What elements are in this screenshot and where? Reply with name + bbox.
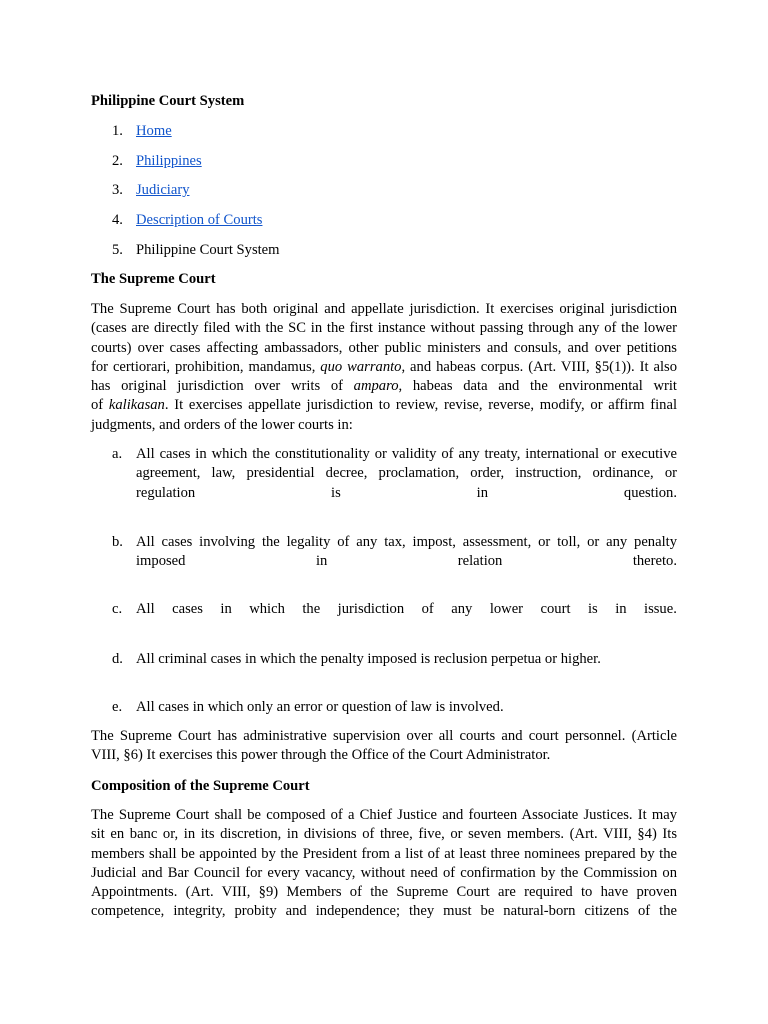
list-item-text — [136, 600, 677, 619]
text-line: Judicial and Bar Council for every vacancy, without need of confirmation by the Commission on — [91, 864, 677, 881]
page-title: Philippine Court System — [91, 93, 245, 109]
list-item-text — [136, 533, 677, 572]
word: in — [315, 553, 328, 570]
word: relation — [457, 553, 503, 570]
text-line — [136, 484, 677, 503]
text-line: agreement, law, presidential decree, proclamation, order, instruction, ordinance, or — [136, 465, 677, 482]
text-line: The Supreme Court has administrative supervision over all courts and court personnel. (Article — [91, 728, 677, 744]
text-span: . It exercises appellate jurisdiction to review, revise, reverse, modify, or affirm final — [164, 397, 677, 414]
text-span: for certiorari, prohibition, mandamus, — [91, 358, 321, 375]
breadcrumb-item-home — [91, 122, 280, 152]
breadcrumb-link-home[interactable]: Home — [136, 123, 172, 139]
list-letter: d. — [112, 651, 123, 667]
text-span: , habeas data and the environmental writ — [398, 378, 677, 395]
text-line — [136, 552, 677, 571]
breadcrumb-link-judiciary[interactable]: Judiciary — [136, 182, 190, 199]
list-item-text — [136, 445, 677, 503]
breadcrumb-number: 1. — [112, 123, 123, 139]
list-letter: c. — [112, 601, 123, 617]
word: any — [451, 601, 473, 617]
list-letter: b. — [112, 534, 123, 550]
italic-term: kalikasan — [108, 397, 165, 414]
breadcrumb-item-judiciary — [91, 181, 280, 211]
text-line: All criminal cases in which the penalty imposed is reclusion perpetua or higher. — [136, 651, 601, 667]
breadcrumb-current-label: Philippine Court System — [136, 241, 280, 258]
text-line: VIII, §6) It exercises this power through the Office of the Court Administrator. — [91, 747, 551, 764]
text-span: has original jurisdiction over writs of — [91, 378, 354, 395]
word: in — [615, 601, 627, 617]
italic-term: quo warranto — [320, 358, 402, 375]
composition-paragraph — [91, 806, 677, 922]
word: lower — [489, 601, 524, 617]
text-line — [91, 358, 677, 377]
text-line — [136, 600, 677, 619]
text-line: competence, integrity, probity and independence; they must be natural-born citizens of the — [91, 903, 677, 920]
supervision-paragraph — [91, 727, 677, 766]
list-item — [91, 600, 677, 619]
word: court — [540, 601, 571, 617]
word: is — [587, 601, 598, 617]
word: the — [302, 601, 321, 617]
word: cases — [172, 601, 203, 617]
list-item — [91, 533, 677, 572]
text-line: Appointments. (Art. VIII, §9) Members of the Supreme Court are required to have proven — [91, 884, 677, 901]
list-letter: e. — [112, 699, 123, 715]
breadcrumb-number: 2. — [112, 152, 123, 169]
word: issue. — [644, 601, 677, 617]
word: is — [331, 484, 341, 501]
text-line: judgments, and orders of the lower courts in: — [91, 416, 353, 433]
breadcrumb-link-philippines[interactable]: Philippines — [136, 152, 202, 169]
text-line: The Supreme Court has both original and appellate jurisdiction. It exercises original jurisdiction — [91, 301, 677, 317]
text-line: All cases involving the legality of any tax, impost, assessment, or toll, or any penalty — [136, 534, 677, 550]
word: jurisdiction — [337, 601, 405, 617]
word: in — [220, 601, 232, 617]
breadcrumb-item-description-of-courts — [91, 211, 280, 241]
breadcrumb-number: 3. — [112, 182, 123, 199]
text-line — [91, 396, 677, 415]
supreme-court-intro — [91, 300, 677, 435]
breadcrumb — [91, 122, 280, 270]
list-item-text — [136, 698, 677, 717]
breadcrumb-number: 5. — [112, 241, 123, 258]
text-line: (cases are directly filed with the SC in the first instance without passing through any of the lower — [91, 320, 677, 337]
text-line: courts) over cases affecting ambassadors, other public ministers and consuls, and over petitions — [91, 339, 677, 356]
list-item — [91, 650, 677, 669]
word: question. — [623, 484, 677, 501]
text-line — [91, 377, 677, 396]
text-span: , and habeas corpus. (Art. VIII, §5(1)). It also — [401, 358, 677, 375]
italic-term: amparo — [353, 378, 399, 395]
word: which — [249, 601, 285, 617]
list-letter: a. — [112, 446, 123, 462]
list-item — [91, 698, 677, 717]
list-item — [91, 445, 677, 503]
section-heading-supreme-court: The Supreme Court — [91, 271, 216, 287]
word: of — [421, 601, 434, 617]
section-heading-composition: Composition of the Supreme Court — [91, 778, 310, 794]
text-span: of — [91, 397, 109, 414]
breadcrumb-item-philippines — [91, 152, 280, 182]
text-line: sit en banc or, in its discretion, in divisions of three, five, or seven members. (Art. VIII, §4) Its — [91, 826, 677, 843]
text-line: All cases in which only an error or question of law is involved. — [136, 699, 504, 715]
breadcrumb-number: 4. — [112, 212, 123, 229]
text-line: members shall be appointed by the President from a list of at least three nominees prepared by the — [91, 845, 677, 862]
breadcrumb-item-current — [91, 241, 280, 271]
word: All — [136, 601, 155, 617]
text-line: The Supreme Court shall be composed of a Chief Justice and fourteen Associate Justices. It may — [91, 807, 677, 823]
word: imposed — [136, 553, 186, 570]
list-item-text — [136, 650, 677, 669]
text-line: All cases in which the constitutionality or validity of any treaty, international or executive — [136, 446, 677, 462]
breadcrumb-link-description-of-courts[interactable]: Description of Courts — [136, 212, 263, 229]
word: in — [476, 484, 489, 501]
word: thereto. — [632, 553, 677, 570]
word: regulation — [136, 484, 196, 501]
